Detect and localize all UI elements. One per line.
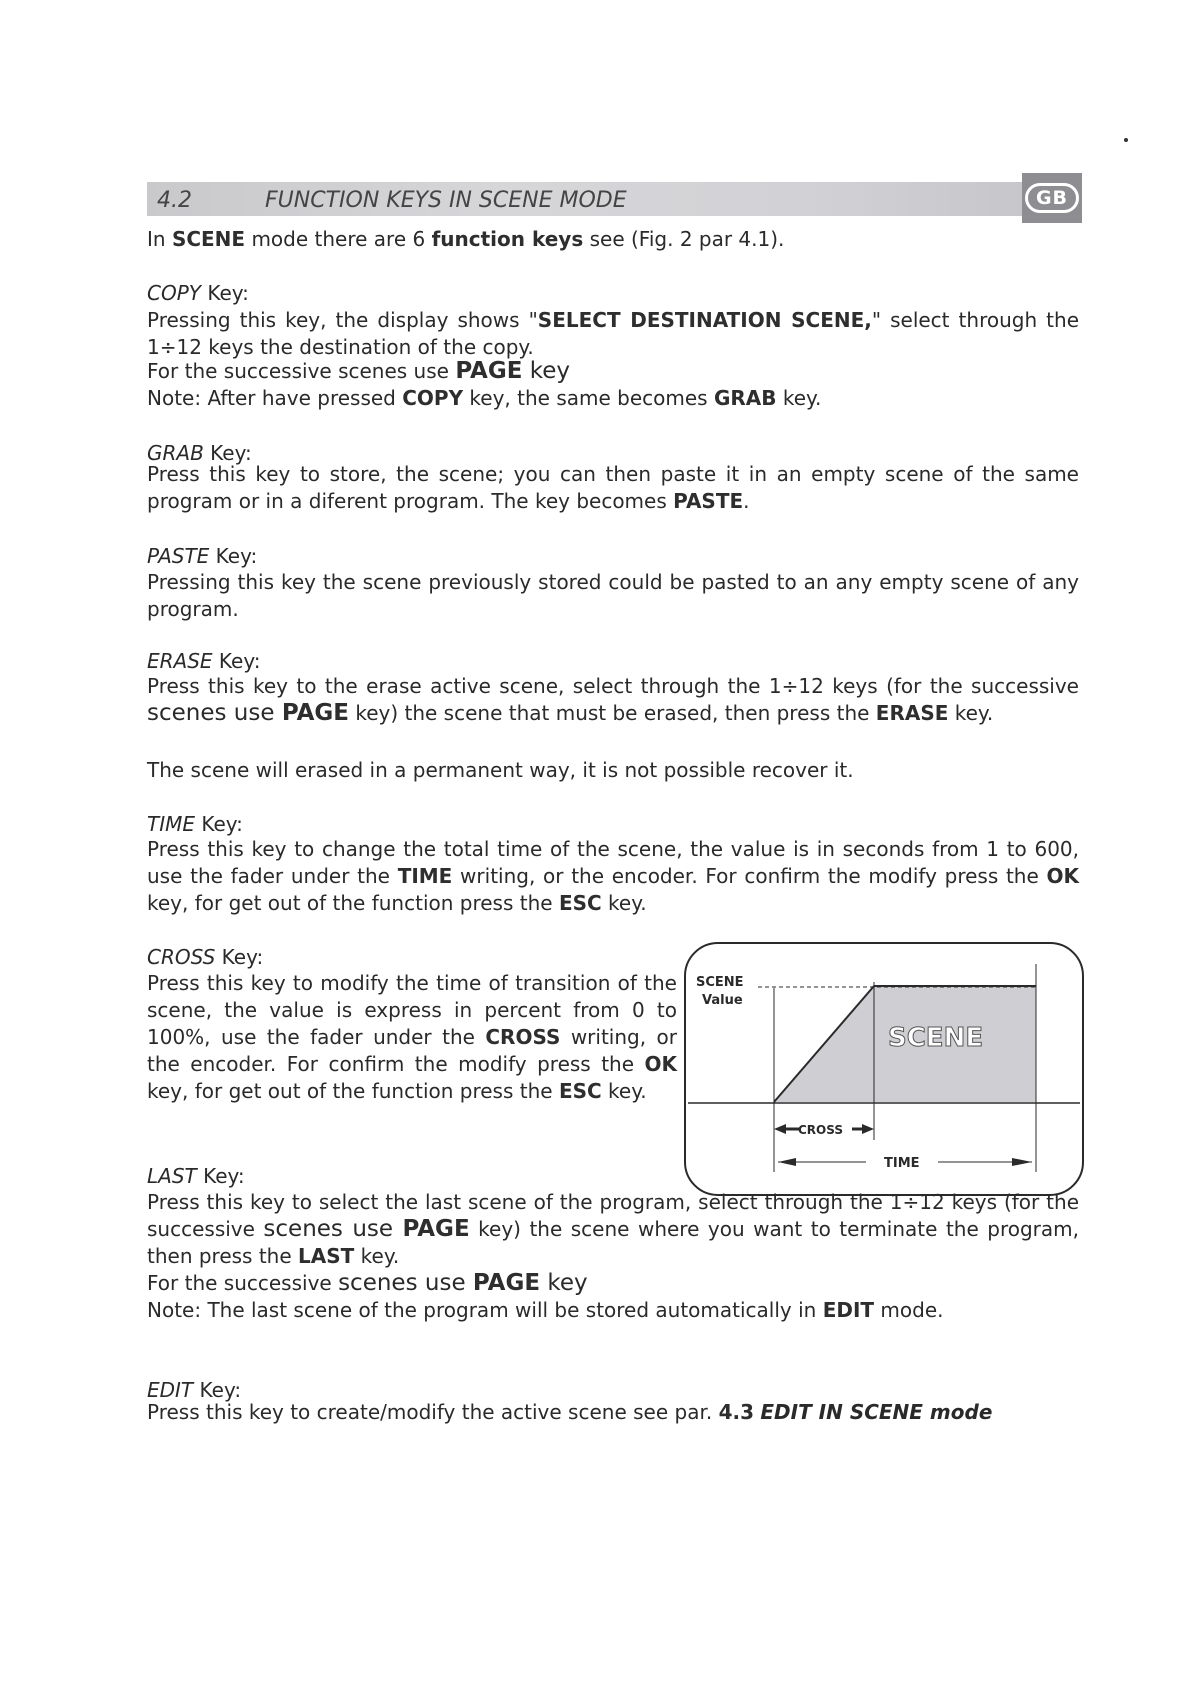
last-key-page-note: For the successive scenes use PAGE key bbox=[147, 1270, 588, 1296]
time-arrow-right-head bbox=[1012, 1158, 1032, 1166]
section-header-bar bbox=[147, 182, 1023, 216]
language-badge bbox=[1022, 173, 1082, 223]
section-title: FUNCTION KEYS IN SCENE MODE bbox=[265, 188, 627, 213]
paste-key-description: Pressing this key the scene previously stored could be pasted to an any empty scene of any program. bbox=[147, 570, 1079, 621]
diagram-y-label-2: Value bbox=[702, 993, 743, 1008]
stray-mark bbox=[1124, 138, 1128, 142]
cross-arrow-left-head bbox=[774, 1124, 786, 1134]
last-key-description: Press this key to select the last scene of the program, select through the 1÷12 keys (for the successive scenes use PAGE key) the scene where you want to terminate the program, then press the LAST key. bbox=[147, 1190, 1079, 1268]
erase-key-heading: ERASE Key: bbox=[147, 649, 261, 673]
intro-paragraph: In SCENE mode there are 6 function keys see (Fig. 2 par 4.1). bbox=[147, 227, 785, 251]
cross-key-description: Press this key to modify the time of transition of the scene, the value is express in percent from 0 to 100%, use the fader under the CROSS writing, or the encoder. For confirm the modify press the OK key, for get out of the function press the ESC key. bbox=[147, 971, 677, 1103]
erase-key-warning: The scene will erased in a permanent way, it is not possible recover it. bbox=[147, 758, 854, 782]
section-number: 4.2 bbox=[157, 188, 192, 213]
cross-key-heading: CROSS Key: bbox=[147, 945, 264, 969]
copy-key-page-note: For the successive scenes use PAGE key bbox=[147, 358, 571, 384]
scene-timing-diagram bbox=[684, 942, 1084, 1196]
time-key-heading: TIME Key: bbox=[147, 812, 243, 836]
erase-key-description: Press this key to the erase active scene, select through the 1÷12 keys (for the successive scenes use PAGE key) the scene that must be erased, then press the ERASE key. bbox=[147, 674, 1079, 726]
copy-key-note: Note: After have pressed COPY key, the same becomes GRAB key. bbox=[147, 386, 822, 410]
time-arrow-left-head bbox=[778, 1158, 796, 1166]
last-key-note: Note: The last scene of the program will be stored automatically in EDIT mode. bbox=[147, 1298, 944, 1322]
edit-key-heading: EDIT Key: bbox=[147, 1378, 242, 1402]
cross-arrow-right-head bbox=[862, 1124, 874, 1134]
language-badge-label: GB bbox=[1025, 183, 1079, 213]
time-key-description: Press this key to change the total time of the scene, the value is in seconds from 1 to 600, use the fader under the TIME writing, or the encoder. For confirm the modify press the OK key, for get out of the function press the ESC key. bbox=[147, 837, 1079, 915]
paste-key-heading: PASTE Key: bbox=[147, 544, 258, 568]
copy-key-description: Pressing this key, the display shows "SELECT DESTINATION SCENE," select through the 1÷12 keys the destination of the copy. bbox=[147, 308, 1079, 359]
edit-key-description: Press this key to create/modify the active scene see par. 4.3 EDIT IN SCENE mode bbox=[147, 1400, 993, 1424]
diagram-scene-label: SCENE bbox=[888, 1023, 984, 1053]
last-key-heading: LAST Key: bbox=[147, 1164, 245, 1188]
diagram-cross-label: CROSS bbox=[798, 1123, 843, 1137]
grab-key-heading: GRAB Key: bbox=[147, 441, 252, 465]
grab-key-description: Press this key to store, the scene; you can then paste it in an empty scene of the same program or in a diferent program. The key becomes PASTE. bbox=[147, 462, 1079, 513]
diagram-time-label: TIME bbox=[884, 1156, 920, 1171]
diagram-y-label-1: SCENE bbox=[696, 975, 744, 990]
scene-timing-svg bbox=[686, 944, 1082, 1194]
copy-key-heading: COPY Key: bbox=[147, 281, 249, 305]
